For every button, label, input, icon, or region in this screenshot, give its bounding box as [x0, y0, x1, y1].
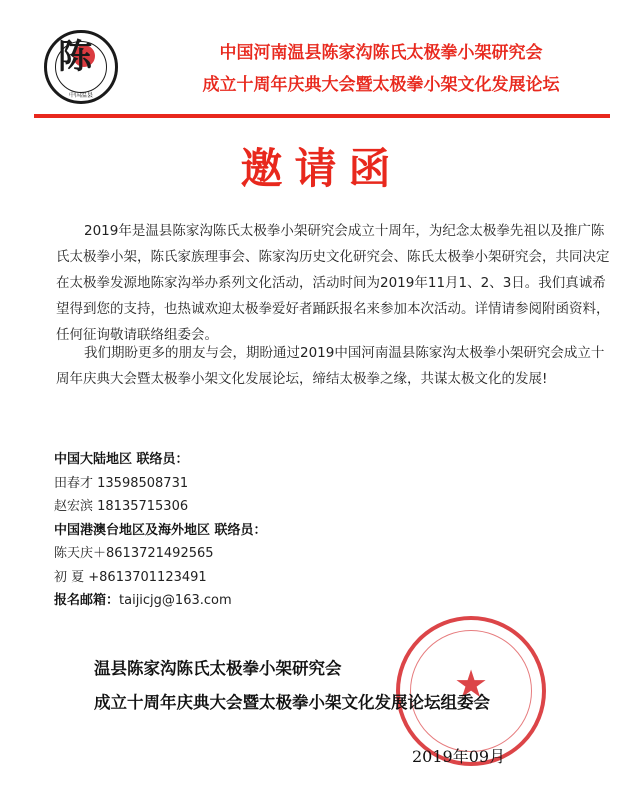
organizer-line1: 温县陈家沟陈氏太极拳小架研究会	[94, 659, 342, 678]
header-divider	[34, 114, 610, 118]
contact-row: 赵宏滨 18135715306	[54, 499, 189, 514]
seal-star-icon: ★	[453, 662, 489, 706]
letterhead	[0, 0, 643, 118]
document-title: 邀请函	[240, 144, 403, 193]
header-title-line2: 成立十周年庆典大会暨太极拳小架文化发展论坛	[202, 75, 560, 95]
contact-row: 初 夏 +8613701123491	[54, 569, 207, 585]
contact-row: 陈天庆＋8613721492565	[54, 546, 214, 561]
logo-character: 陈	[58, 37, 92, 77]
association-logo	[44, 30, 118, 104]
contact-list	[54, 448, 374, 613]
organizer-signature	[94, 652, 634, 720]
paragraph-text: 我们期盼更多的朋友与会，期盼通过2019中国河南温县陈家沟太极拳小架研究会成立十周年庆典大会暨太极拳小架文化发展论坛，缔结太极拳之缘，共谋太极文化的发展!	[56, 345, 605, 387]
email-row	[54, 589, 374, 613]
header-title-line1: 中国河南温县陈家沟陈氏太极拳小架研究会	[219, 43, 543, 63]
organizer-line2: 成立十周年庆典大会暨太极拳小架文化发展论坛组委会	[94, 693, 490, 712]
logo-caption: 中国温县	[68, 92, 93, 99]
overseas-contact-label: 中国港澳台地区及海外地区 联络员：	[54, 522, 267, 538]
paragraph-text: 2019年是温县陈家沟陈氏太极拳小架研究会成立十周年，为纪念太极拳先祖以及推广陈氏太极拳小架，陈氏家族理事会、陈家沟历史文化研究会、陈氏太极拳小架研究会，共同决定在太极拳发源地陈家沟举办系列文化活动，活动时间为2019年11月1、2、3日。我们真诚希望得到您的支持，也热诚欢迎太极拳爱好者踊跃报名来参加本次活动。详情请参阅附函资料，任何征询敬请联络组委会。	[56, 223, 610, 343]
body-paragraph-2	[56, 340, 616, 392]
contact-row: 田春才 13598508731	[54, 475, 189, 491]
email-address[interactable]: taijicjg@163.com	[119, 593, 232, 608]
mainland-contact-label: 中国大陆地区 联络员：	[54, 452, 189, 467]
issue-date: 2019年09月	[412, 747, 506, 766]
email-label: 报名邮箱：	[54, 593, 120, 608]
body-paragraph-1	[56, 218, 616, 348]
